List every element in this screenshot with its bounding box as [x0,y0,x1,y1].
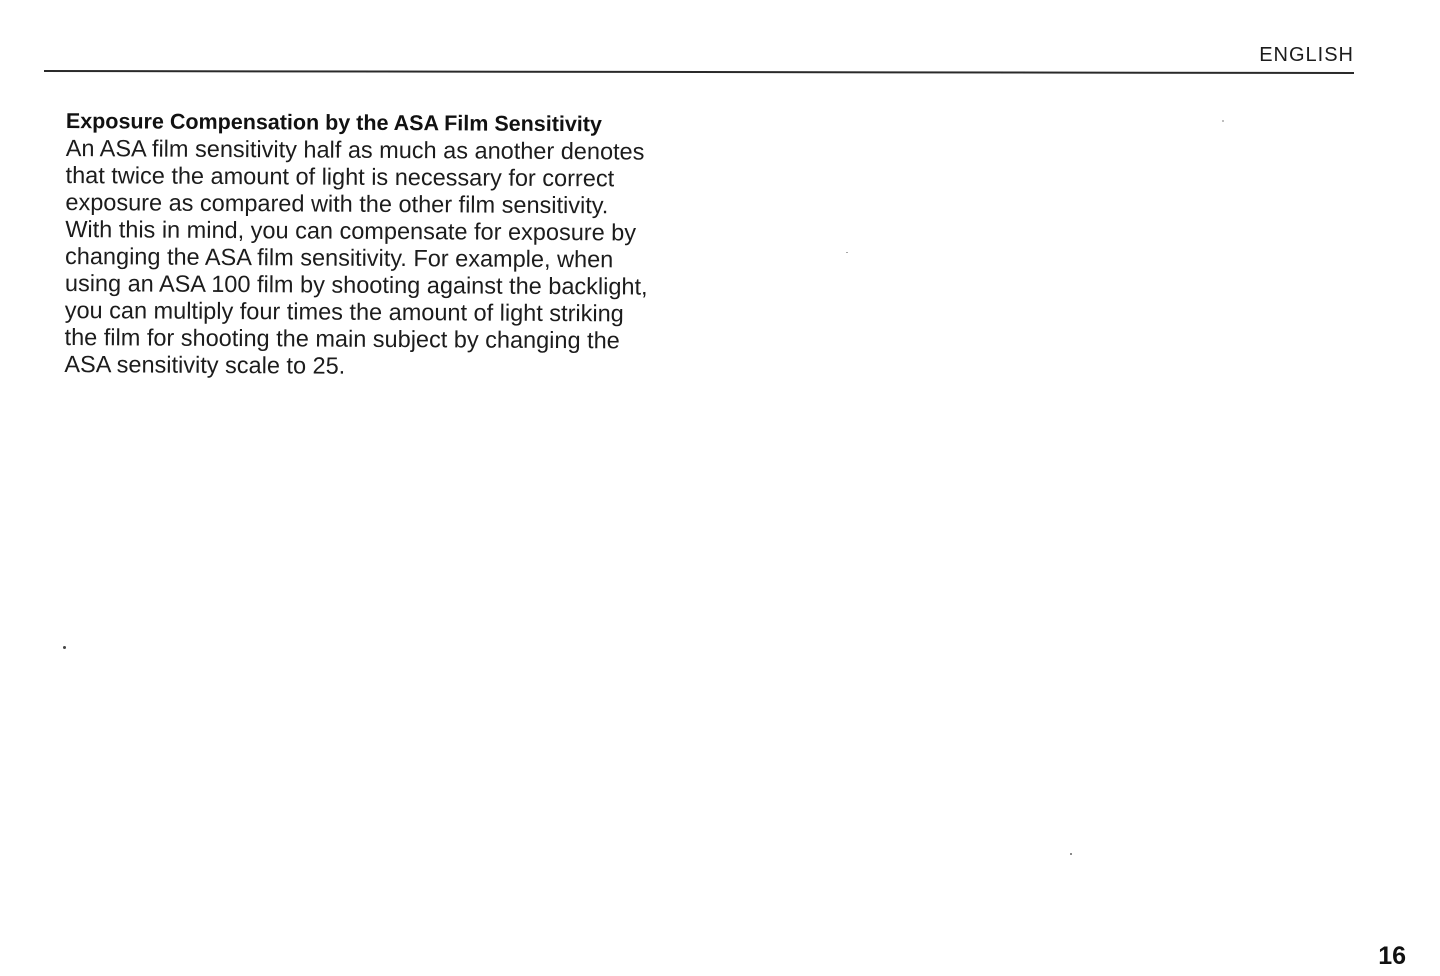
page-number: 16 [1378,942,1406,970]
body-line: changing the ASA film sensitivity. For example, when [65,242,614,273]
body-line: With this in mind, you can compensate for exposure by [65,215,637,246]
scan-speck [1222,120,1224,122]
body-line: exposure as compared with the other film sensitivity. [65,188,609,219]
header-divider [44,70,1354,74]
body-line: ASA sensitivity scale to 25. [64,350,346,379]
section-heading: Exposure Compensation by the ASA Film Sensitivity [65,108,602,137]
body-paragraph [64,135,825,383]
body-line: you can multiply four times the amount of light striking [64,296,624,327]
body-line: An ASA film sensitivity half as much as another denotes [65,134,645,165]
language-label: ENGLISH [1259,44,1354,66]
body-line: that twice the amount of light is necessary for correct [65,161,615,192]
body-line: the film for shooting the main subject by changing the [64,323,620,354]
scan-speck [63,646,66,649]
article-section [64,108,826,383]
scan-speck [1070,853,1072,855]
scan-speck [846,252,848,253]
body-line: using an ASA 100 film by shooting against the backlight, [64,269,648,300]
